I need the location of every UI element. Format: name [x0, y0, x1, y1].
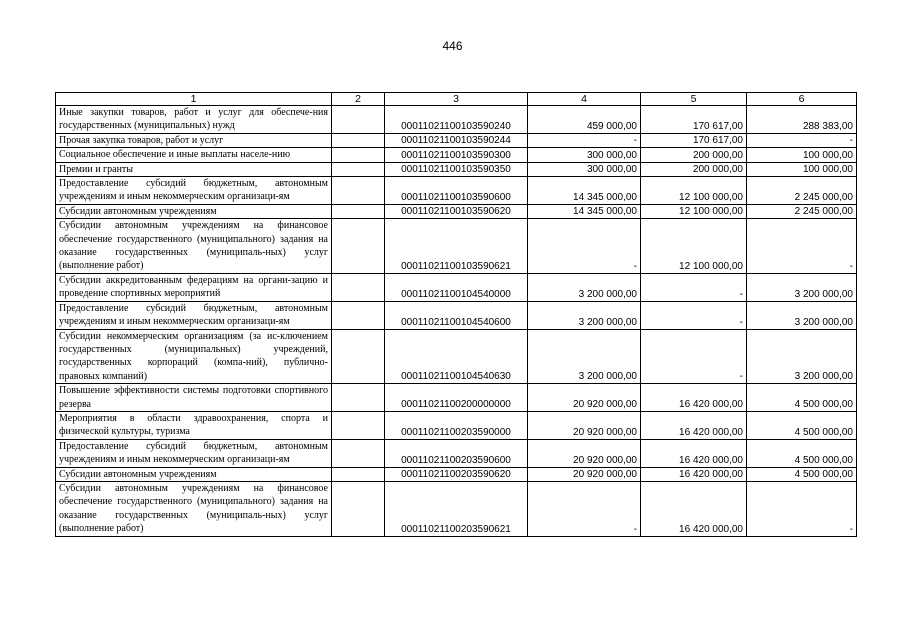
table-row [56, 133, 857, 147]
row-amount-1: 14 345 000,00 [528, 204, 641, 218]
row-col2 [332, 329, 385, 384]
row-amount-2: 170 617,00 [641, 133, 747, 147]
row-code: 00011021100104540630 [385, 329, 528, 384]
table-row [56, 273, 857, 301]
row-amount-2: 170 617,00 [641, 106, 747, 134]
row-code: 00011021100203590600 [385, 439, 528, 467]
row-name: Социальное обеспечение и иные выплаты населе-нию [56, 148, 332, 162]
row-amount-3: 4 500 000,00 [747, 411, 857, 439]
row-amount-3: 3 200 000,00 [747, 301, 857, 329]
row-col2 [332, 439, 385, 467]
row-amount-2: 12 100 000,00 [641, 177, 747, 205]
row-code: 00011021100103590244 [385, 133, 528, 147]
row-amount-1: 3 200 000,00 [528, 301, 641, 329]
row-name: Субсидии автономным учреждениям на финансовое обеспечение государственного (муниципального) задания на оказание государственных (муниципаль-ных) услуг (выполнение работ) [56, 481, 332, 536]
row-col2 [332, 301, 385, 329]
row-amount-3: 100 000,00 [747, 148, 857, 162]
row-name: Прочая закупка товаров, работ и услуг [56, 133, 332, 147]
row-amount-1: 300 000,00 [528, 148, 641, 162]
row-code: 00011021100203590620 [385, 467, 528, 481]
row-amount-2: 16 420 000,00 [641, 439, 747, 467]
table-row [56, 148, 857, 162]
row-name: Субсидии автономным учреждениям на финансовое обеспечение государственного (муниципального) задания на оказание государственных (муниципаль-ных) услуг (выполнение работ) [56, 219, 332, 274]
row-col2 [332, 148, 385, 162]
row-amount-3: 4 500 000,00 [747, 384, 857, 412]
row-amount-1: 3 200 000,00 [528, 273, 641, 301]
row-amount-3: 4 500 000,00 [747, 467, 857, 481]
row-amount-3: 288 383,00 [747, 106, 857, 134]
row-amount-1: 20 920 000,00 [528, 467, 641, 481]
row-amount-1: - [528, 481, 641, 536]
row-amount-1: - [528, 133, 641, 147]
row-col2 [332, 384, 385, 412]
row-name: Предоставление субсидий бюджетным, автономным учреждениям и иным некоммерческим организаци-ям [56, 301, 332, 329]
row-amount-2: 16 420 000,00 [641, 384, 747, 412]
row-col2 [332, 481, 385, 536]
row-name: Субсидии автономным учреждениям [56, 467, 332, 481]
row-col2 [332, 204, 385, 218]
row-code: 00011021100103590300 [385, 148, 528, 162]
row-col2 [332, 467, 385, 481]
table-row [56, 301, 857, 329]
row-amount-3: - [747, 133, 857, 147]
row-code: 00011021100200000000 [385, 384, 528, 412]
row-col2 [332, 162, 385, 176]
table-row [56, 439, 857, 467]
row-amount-3: - [747, 481, 857, 536]
row-amount-2: 12 100 000,00 [641, 204, 747, 218]
row-code: 00011021100103590350 [385, 162, 528, 176]
table-row [56, 411, 857, 439]
table-row [56, 481, 857, 536]
row-amount-3: 3 200 000,00 [747, 329, 857, 384]
budget-table [55, 92, 857, 537]
row-amount-1: 20 920 000,00 [528, 411, 641, 439]
row-name: Мероприятия в области здравоохранения, спорта и физической культуры, туризма [56, 411, 332, 439]
row-amount-2: 16 420 000,00 [641, 481, 747, 536]
row-amount-1: 20 920 000,00 [528, 384, 641, 412]
row-amount-1: 14 345 000,00 [528, 177, 641, 205]
row-name: Предоставление субсидий бюджетным, автономным учреждениям и иным некоммерческим организаци-ям [56, 177, 332, 205]
row-amount-1: 300 000,00 [528, 162, 641, 176]
header-row [56, 93, 857, 106]
row-amount-2: 200 000,00 [641, 162, 747, 176]
row-amount-2: - [641, 273, 747, 301]
row-amount-1: 20 920 000,00 [528, 439, 641, 467]
row-name: Субсидии некоммерческим организациям (за ис-ключением государственных (муниципальных) учреждений, государственных корпораций (компа-ний), публично-правовых компаний) [56, 329, 332, 384]
table-row [56, 106, 857, 134]
row-col2 [332, 133, 385, 147]
table-row [56, 177, 857, 205]
row-amount-2: 16 420 000,00 [641, 411, 747, 439]
row-code: 00011021100104540000 [385, 273, 528, 301]
header-col-1: 1 [56, 93, 332, 106]
row-amount-3: 100 000,00 [747, 162, 857, 176]
row-col2 [332, 273, 385, 301]
table-row [56, 219, 857, 274]
row-amount-3: 2 245 000,00 [747, 177, 857, 205]
header-col-5: 5 [641, 93, 747, 106]
header-col-6: 6 [747, 93, 857, 106]
row-col2 [332, 177, 385, 205]
row-amount-2: 12 100 000,00 [641, 219, 747, 274]
table-row [56, 467, 857, 481]
row-name: Субсидии автономным учреждениям [56, 204, 332, 218]
row-col2 [332, 411, 385, 439]
row-name: Иные закупки товаров, работ и услуг для обеспече-ния государственных (муниципальных) нужд [56, 106, 332, 134]
row-amount-2: 200 000,00 [641, 148, 747, 162]
table-row [56, 384, 857, 412]
row-amount-1: 3 200 000,00 [528, 329, 641, 384]
table-row [56, 204, 857, 218]
row-code: 00011021100103590621 [385, 219, 528, 274]
row-code: 00011021100103590240 [385, 106, 528, 134]
row-code: 00011021100203590000 [385, 411, 528, 439]
row-amount-2: - [641, 329, 747, 384]
row-amount-3: 4 500 000,00 [747, 439, 857, 467]
row-amount-1: - [528, 219, 641, 274]
row-col2 [332, 106, 385, 134]
row-name: Предоставление субсидий бюджетным, автономным учреждениям и иным некоммерческим организаци-ям [56, 439, 332, 467]
row-name: Премии и гранты [56, 162, 332, 176]
row-code: 00011021100203590621 [385, 481, 528, 536]
row-code: 00011021100103590600 [385, 177, 528, 205]
page-number: 446 [442, 39, 463, 53]
header-col-2: 2 [332, 93, 385, 106]
row-name: Субсидии аккредитованным федерациям на органи-зацию и проведение спортивных мероприятий [56, 273, 332, 301]
row-code: 00011021100104540600 [385, 301, 528, 329]
header-col-4: 4 [528, 93, 641, 106]
row-amount-2: 16 420 000,00 [641, 467, 747, 481]
table-row [56, 329, 857, 384]
row-code: 00011021100103590620 [385, 204, 528, 218]
row-amount-3: 2 245 000,00 [747, 204, 857, 218]
row-col2 [332, 219, 385, 274]
row-amount-2: - [641, 301, 747, 329]
header-col-3: 3 [385, 93, 528, 106]
row-amount-3: 3 200 000,00 [747, 273, 857, 301]
row-amount-3: - [747, 219, 857, 274]
row-name: Повышение эффективности системы подготовки спортивного резерва [56, 384, 332, 412]
table-body [56, 106, 857, 537]
table-row [56, 162, 857, 176]
row-amount-1: 459 000,00 [528, 106, 641, 134]
